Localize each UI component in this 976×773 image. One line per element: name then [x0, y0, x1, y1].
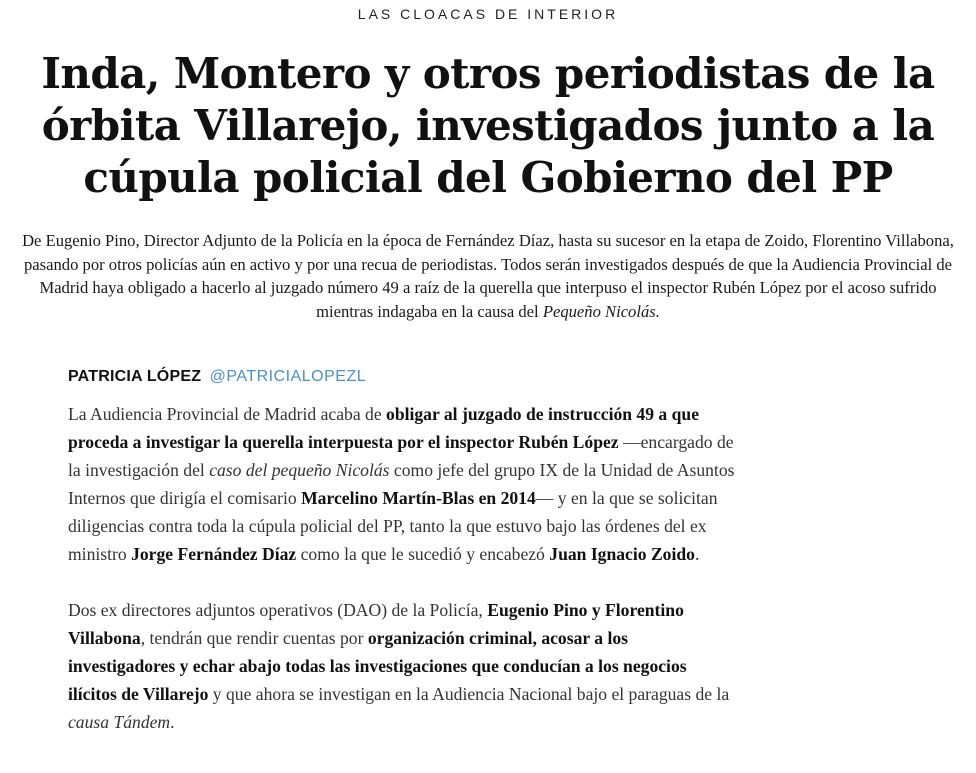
bold-run: Eugenio Pino y Florentino Villabona: [68, 600, 684, 648]
text-run: y que ahora se investigan en la Audiencia Nacional bajo el paraguas de la: [208, 684, 730, 704]
italic-run: causa Tándem: [68, 712, 171, 732]
author-twitter-handle[interactable]: @PATRICIALOPEZL: [209, 368, 367, 385]
text-run: — y en la que se solicitan diligencias contra toda la cúpula policial del PP, tanto la que estuvo bajo las órdenes del ex ministro: [68, 488, 718, 564]
text-run: —encargado de la investigación del: [68, 432, 734, 480]
subtitle-italic: Pequeño Nicolás.: [542, 301, 660, 321]
text-run: .: [694, 544, 700, 564]
body-paragraph-2: [68, 596, 736, 736]
bold-run: obligar al juzgado de instrucción 49 a que proceda a investigar la querella interpuesta por el inspector Rubén López: [68, 404, 699, 452]
bold-run: Jorge Fernández Díaz: [131, 544, 297, 564]
article-headline: Inda, Montero y otros periodistas de la órbita Villarejo, investigados junto a la cúpula policial del Gobierno del PP: [41, 49, 935, 202]
author-name[interactable]: PATRICIA LÓPEZ: [68, 368, 202, 385]
bold-run: Juan Ignacio Zoido: [549, 544, 695, 564]
body-paragraph-1: [68, 400, 736, 568]
text-run: como jefe del grupo IX de la Unidad de Asuntos Internos que dirigía el comisario: [68, 460, 735, 508]
text-run: como la que le sucedió y encabezó: [296, 544, 550, 564]
text-run: , tendrán que rendir cuentas por: [140, 628, 368, 648]
article-body: [68, 400, 736, 764]
text-run: Dos ex directores adjuntos operativos (DAO) de la Policía,: [68, 600, 488, 620]
italic-run: caso del pequeño Nicolás: [209, 460, 390, 480]
subtitle-text: De Eugenio Pino, Director Adjunto de la Policía en la época de Fernández Díaz, hasta su sucesor en la etapa de Zoido, Florentino Villabona, pasando por otros policías aún en activo y por una recua de periodistas. Todos serán investigados después de que la Audiencia Provincial de Madrid haya obligado a hacerlo al juzgado número 49 a raíz de la querella que interpuso el inspector Rubén López por el acoso sufrido mientras indagaba en la causa del: [22, 231, 954, 321]
text-run: La Audiencia Provincial de Madrid acaba de: [68, 404, 387, 424]
text-run: .: [170, 712, 175, 732]
bold-run: Marcelino Martín-Blas en 2014: [301, 488, 536, 508]
byline: [68, 368, 366, 386]
article-subtitle: [12, 229, 964, 323]
section-kicker[interactable]: LAS CLOACAS DE INTERIOR: [357, 6, 619, 22]
bold-run: organización criminal, acosar a los investigadores y echar abajo todas las investigaciones que conducían a los negocios ilícitos de Villarejo: [68, 628, 687, 704]
